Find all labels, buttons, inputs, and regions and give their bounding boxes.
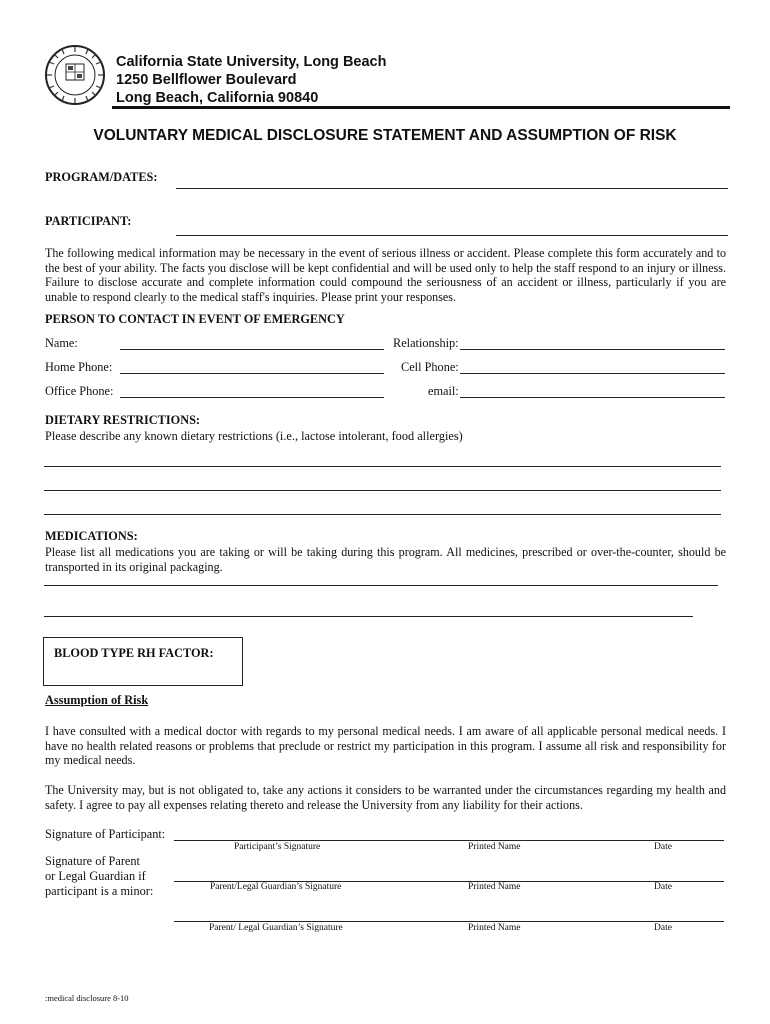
parent-printed-name-caption-1: Printed Name — [468, 882, 521, 892]
form-title: VOLUNTARY MEDICAL DISCLOSURE STATEMENT AND ASSUMPTION OF RISK — [93, 127, 677, 144]
emergency-relationship-field[interactable] — [460, 333, 725, 350]
cell-phone-field[interactable] — [460, 357, 725, 374]
parent-signature-caption-1: Parent/Legal Guardian’s Signature — [210, 882, 342, 892]
dietary-line-1[interactable] — [44, 450, 721, 467]
parent-signature-field-1[interactable] — [174, 865, 724, 882]
header-rule — [112, 106, 730, 109]
cell-phone-label: Cell Phone: — [401, 360, 459, 374]
dietary-heading: DIETARY RESTRICTIONS: — [45, 413, 201, 427]
assumption-paragraph-2: The University may, but is not obligated to, take any actions it considers to be warranted under the circumstances regarding my health and safety. I agree to pay all expenses relating thereto and release the University from any liability for their actions. — [45, 783, 726, 812]
emergency-contact-heading: PERSON TO CONTACT IN EVENT OF EMERGENCY — [45, 312, 345, 326]
program-dates-field[interactable] — [176, 172, 728, 189]
dietary-instruction: Please describe any known dietary restrictions (i.e., lactose intolerant, food allergies) — [45, 429, 463, 443]
office-phone-field[interactable] — [120, 381, 384, 398]
participant-signature-caption: Participant’s Signature — [234, 842, 321, 852]
blood-type-label: BLOOD TYPE RH FACTOR: — [54, 646, 214, 660]
email-label: email: — [428, 384, 459, 398]
parent-printed-name-caption-2: Printed Name — [468, 923, 521, 933]
intro-paragraph: The following medical information may be necessary in the event of serious illness or accident. Please complete this form accurately and to the best of your ability. The facts you disclose will be kept confidential and will be used only to help the staff respond to an injury or illness. Failure to disclose accurate and complete information could compound the seriousness of an accident or illness, particularly if you are unable to respond clearly to the medical staff's inquiries. Please print your responses. — [45, 246, 726, 304]
participant-printed-name-caption: Printed Name — [468, 842, 521, 852]
university-address-line1: 1250 Bellflower Boulevard — [116, 72, 297, 88]
participant-label: PARTICIPANT: — [45, 214, 132, 228]
parent-signature-field-2[interactable] — [174, 905, 724, 922]
university-address-line2: Long Beach, California 90840 — [116, 90, 319, 106]
office-phone-label: Office Phone: — [45, 384, 114, 398]
parent-signature-label-1: Signature of Parent — [45, 854, 140, 868]
emergency-relationship-label: Relationship: — [393, 336, 459, 350]
assumption-heading: Assumption of Risk — [45, 693, 149, 707]
participant-signature-field[interactable] — [174, 824, 724, 841]
dietary-line-2[interactable] — [44, 474, 721, 491]
university-seal — [44, 44, 106, 106]
medications-line-2[interactable] — [44, 600, 693, 617]
medications-line-1[interactable] — [44, 569, 718, 586]
medications-instruction: Please list all medications you are taking or will be taking during this program. All medicines, prescribed or over-the-counter, should be transported in its original packaging. — [45, 545, 726, 574]
medications-heading: MEDICATIONS: — [45, 529, 138, 543]
participant-signature-label: Signature of Participant: — [45, 827, 166, 841]
home-phone-field[interactable] — [120, 357, 384, 374]
emergency-name-field[interactable] — [120, 333, 384, 350]
blood-type-box[interactable] — [43, 637, 243, 686]
parent-signature-caption-2: Parent/ Legal Guardian’s Signature — [209, 923, 343, 933]
assumption-paragraph-1: I have consulted with a medical doctor with regards to my personal medical needs. I am aware of all applicable personal medical needs. I have no health related reasons or problems that preclude or restrict my participation in this program. I assume all risk and responsibility for my medical needs. — [45, 724, 726, 768]
program-dates-label: PROGRAM/DATES: — [45, 170, 158, 184]
email-field[interactable] — [460, 381, 725, 398]
parent-date-caption-1: Date — [654, 882, 672, 892]
participant-field[interactable] — [176, 219, 728, 236]
dietary-line-3[interactable] — [44, 498, 721, 515]
emergency-name-label: Name: — [45, 336, 78, 350]
parent-date-caption-2: Date — [654, 923, 672, 933]
parent-signature-label-3: participant is a minor: — [45, 884, 154, 898]
university-name: California State University, Long Beach — [116, 54, 387, 70]
parent-signature-label-2: or Legal Guardian if — [45, 869, 146, 883]
footer-form-code: :medical disclosure 8-10 — [45, 993, 129, 1003]
participant-date-caption: Date — [654, 842, 672, 852]
home-phone-label: Home Phone: — [45, 360, 113, 374]
